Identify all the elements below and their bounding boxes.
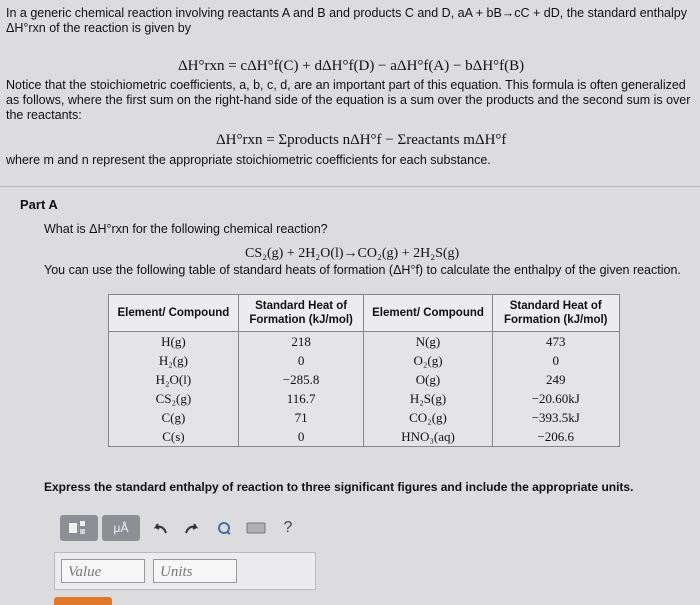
table-row [109, 408, 620, 427]
table-row [109, 370, 620, 389]
answer-instructions: Express the standard enthalpy of reaction to three significant figures and include the appropriate units. [44, 480, 634, 494]
keyboard-button[interactable] [240, 515, 272, 541]
cell-value: 116.7 [238, 389, 364, 408]
cell-value: −393.5kJ [492, 408, 619, 427]
header-heat-2: Standard Heat of Formation (kJ/mol) [492, 295, 619, 332]
submit-button[interactable] [54, 597, 112, 605]
value-input[interactable]: Value [61, 559, 145, 583]
heat-of-formation-table [108, 294, 620, 447]
table-row [109, 351, 620, 370]
intro-text-3 [6, 153, 696, 168]
cell-value: −206.6 [492, 427, 619, 447]
template-icon [68, 520, 90, 536]
cell-value: −20.60kJ [492, 389, 619, 408]
reaction-equation: CS₂(g) + 2H₂O(l)→CO₂(g) + 2H₂S(g) [245, 246, 460, 261]
cell-value: 249 [492, 370, 619, 389]
header-compound-1: Element/ Compound [109, 295, 239, 332]
cell-compound: O₂(g) [364, 351, 492, 370]
table-row [109, 389, 620, 408]
cell-value: 473 [492, 332, 619, 352]
reset-icon [216, 520, 232, 536]
intro-paragraph-3: where m and n represent the appropriate stoichiometric coefficients for each substance. [6, 153, 491, 167]
table-row [109, 332, 620, 352]
cell-value: 218 [238, 332, 364, 352]
template-button[interactable] [60, 515, 98, 541]
question-text: What is ΔH°rxn for the following chemical reaction? [44, 222, 328, 236]
cell-compound: CO₂(g) [364, 408, 492, 427]
cell-value: 0 [238, 351, 364, 370]
header-heat-1: Standard Heat of Formation (kJ/mol) [238, 295, 364, 332]
undo-button[interactable] [144, 515, 176, 541]
intro-paragraph-1: In a generic chemical reaction involving reactants A and B and products C and D, aA + bB→cC + dD, the standard enthalpy ΔH°rxn of the reaction is given by [6, 6, 687, 35]
cell-compound: C(s) [109, 427, 239, 447]
redo-icon [184, 521, 200, 535]
equation-specific: ΔH°rxn = cΔH°f(C) + dΔH°f(D) − aΔH°f(A) − bΔH°f(B) [178, 58, 525, 74]
header-compound-2: Element/ Compound [364, 295, 492, 332]
units-button[interactable]: μÅ [102, 515, 140, 541]
section-divider [0, 186, 700, 187]
intro-paragraph-2: Notice that the stoichiometric coefficients, a, b, c, d, are an important part of this equation. This formula is often generalized as follows, where the first sum on the right-hand side of the equation is a sum over the products and the second sum is over the reactants: [6, 78, 691, 122]
part-a-title: Part A [20, 197, 58, 212]
cell-value: −285.8 [238, 370, 364, 389]
cell-compound: N(g) [364, 332, 492, 352]
cell-compound: O(g) [364, 370, 492, 389]
cell-value: 71 [238, 408, 364, 427]
keyboard-icon [246, 521, 266, 535]
table-row [109, 427, 620, 447]
answer-toolbar [60, 514, 304, 542]
cell-compound: H₂O(l) [109, 370, 239, 389]
redo-button[interactable] [176, 515, 208, 541]
reset-button[interactable] [208, 515, 240, 541]
answer-box [54, 552, 316, 590]
cell-value: 0 [238, 427, 364, 447]
table-note: You can use the following table of standard heats of formation (ΔH°f) to calculate the enthalpy of the given reaction. [44, 263, 681, 277]
intro-text [6, 6, 696, 36]
equation-general: ΔH°rxn = Σproducts nΔH°f − Σreactants mΔH°f [216, 132, 507, 148]
undo-icon [152, 521, 168, 535]
cell-compound: H₂(g) [109, 351, 239, 370]
cell-compound: C(g) [109, 408, 239, 427]
units-input[interactable]: Units [153, 559, 237, 583]
cell-value: 0 [492, 351, 619, 370]
cell-compound: H(g) [109, 332, 239, 352]
intro-text-2 [6, 78, 696, 123]
cell-compound: CS₂(g) [109, 389, 239, 408]
help-button[interactable]: ? [283, 519, 293, 536]
cell-compound: H₂S(g) [364, 389, 492, 408]
table-header-row [109, 295, 620, 332]
cell-compound: HNO₃(aq) [364, 427, 492, 447]
